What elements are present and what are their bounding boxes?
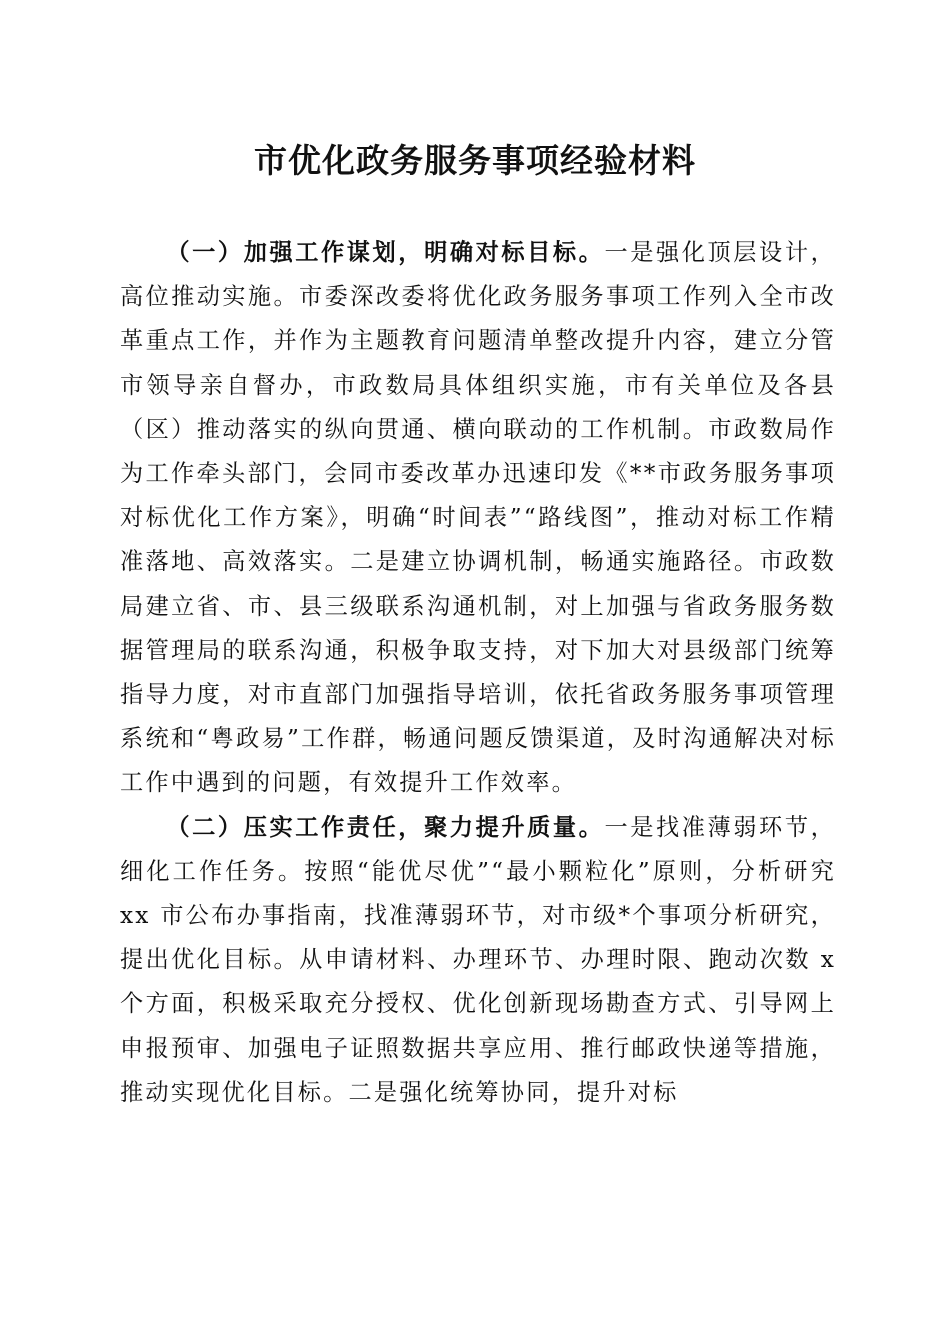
paragraph-1-text: 一是强化顶层设计，高位推动实施。市委深改委将优化政务服务事项工作列入全市改革重点工作，并作为主题教育问题清单整改提升内容，建立分管市领导亲自督办，市政数局具体组织实施，市有关单位及各县（区）推动落实的纵向贯通、横向联动的工作机制。市政数局作为工作牵头部门，会同市委改革办迅速印发《**市政务服务事项对标优化工作方案》，明确“时间表”“路线图”，推动对标工作精准落地、高效落实。二是建立协调机制，畅通实施路径。市政数局建立省、市、县三级联系沟通机制，对上加强与省政务服务数据管理局的联系沟通，积极争取支持，对下加大对县级部门统筹指导力度，对市直部门加强指导培训，依托省政务服务事项管理系统和“粤政易”工作群，畅通问题反馈渠道，及时沟通解决对标工作中遇到的问题，有效提升工作效率。: [120, 239, 836, 797]
paragraph-2: [120, 806, 836, 1115]
paragraph-1-heading: （一）加强工作谋划，明确对标目标。: [166, 239, 605, 266]
document-body: [120, 231, 836, 1115]
paragraph-2-text: 一是找准薄弱环节，细化工作任务。按照“能优尽优”“最小颗粒化”原则，分析研究 xx 市公布办事指南，找准薄弱环节，对市级*个事项分析研究，提出优化目标。从申请材料、办理环节、办理时限、跑动次数 x 个方面，积极采取充分授权、优化创新现场勘查方式、引导网上申报预审、加强电子证照数据共享应用、推行邮政快递等措施，推动实现优化目标。二是强化统筹协同，提升对标: [120, 813, 836, 1106]
document-title: 市优化政务服务事项经验材料: [254, 141, 696, 180]
paragraph-1: [120, 231, 836, 806]
paragraph-2-heading: （二）压实工作责任，聚力提升质量。: [166, 813, 605, 841]
